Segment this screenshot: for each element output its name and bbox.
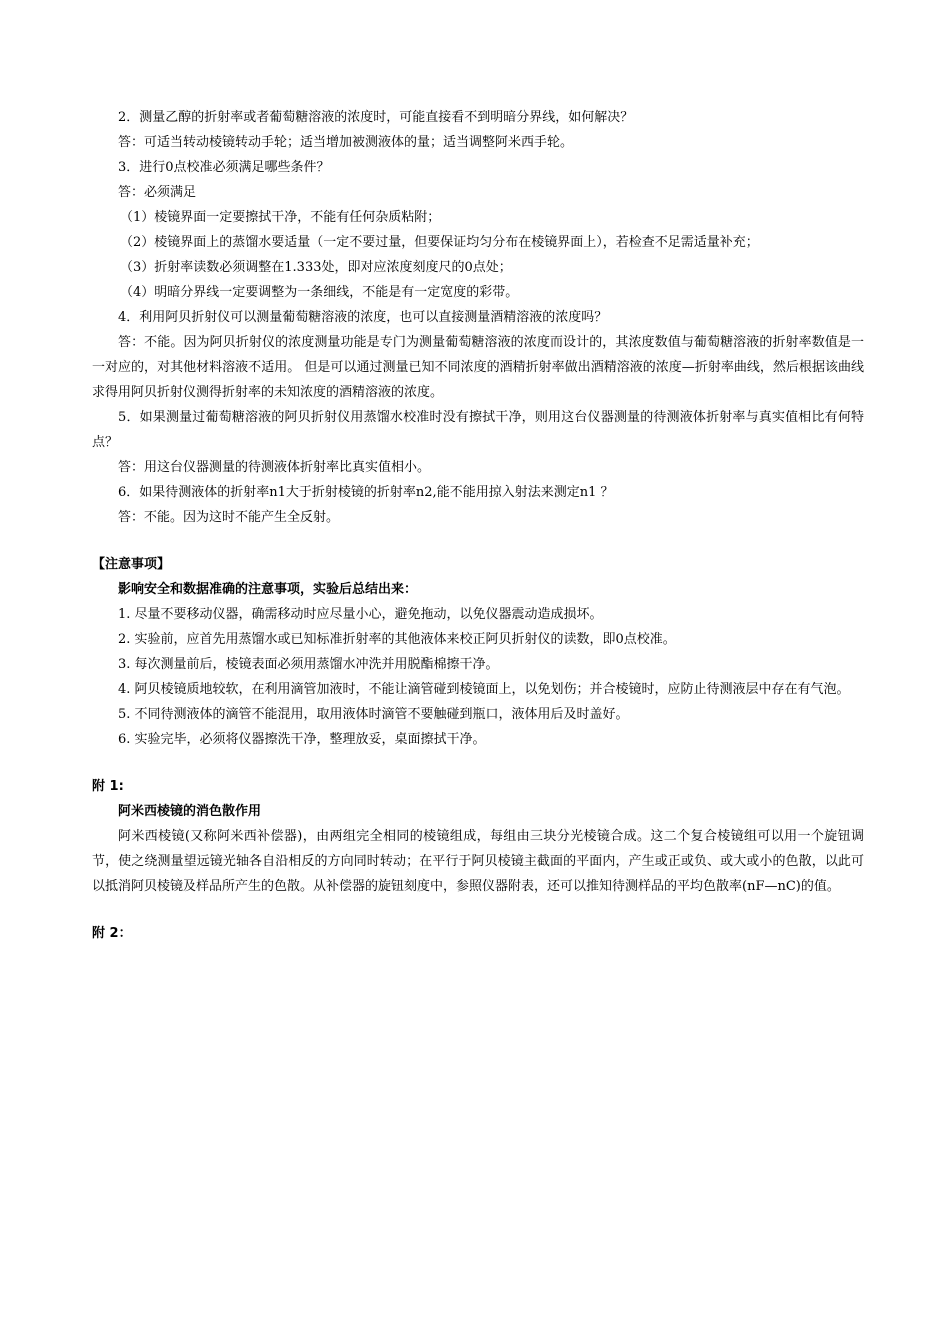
question-3: 3．进行0点校准必须满足哪些条件？ [118, 160, 330, 175]
question-2: 2．测量乙醇的折射率或者葡萄糖溶液的浓度时，可能直接看不到明暗分界线，如何解决？ [118, 110, 634, 125]
appendix-1-label: 附 1: [92, 779, 124, 794]
notes-item: 2. 实验前，应首先用蒸馏水或已知标准折射率的其他液体来校正阿贝折射仪的读数，即0点校准。 [118, 632, 676, 647]
answer-3: 答：必须满足 [118, 185, 197, 200]
answer-3-item: （4）明暗分界线一定要调整为一条细线，不能是有一定宽度的彩带。 [120, 285, 519, 300]
spacer [92, 899, 864, 921]
answer-3-item: （1）棱镜界面一定要擦拭干净，不能有任何杂质粘附； [120, 210, 441, 225]
document-page [92, 105, 864, 946]
answer-4: 答：不能。因为阿贝折射仪的浓度测量功能是专门为测量葡萄糖溶液的浓度而设计的，其浓度数值与葡萄糖溶液的折射率数值是一一对应的，对其他材料溶液不适用。 但是可以通过测量已知不同浓度的酒精折射率做出酒精溶液的浓度—折射率曲线，然后根据该曲线求得用阿贝折射仪测得折射率的未知浓度的酒精溶液的浓度。 [92, 335, 864, 400]
notes-subheading: 影响安全和数据准确的注意事项，实验后总结出来： [118, 582, 418, 597]
question-4: 4．利用阿贝折射仪可以测量葡萄糖溶液的浓度，也可以直接测量酒精溶液的浓度吗？ [118, 310, 608, 325]
question-5: 5．如果测量过葡萄糖溶液的阿贝折射仪用蒸馏水校准时没有擦拭干净，则用这台仪器测量的待测液体折射率与真实值相比有何特点？ [92, 410, 864, 450]
notes-item: 1. 尽量不要移动仪器，确需移动时应尽量小心，避免拖动，以免仪器震动造成损坏。 [118, 607, 603, 622]
appendix-1-body: 阿米西棱镜(又称阿米西补偿器)，由两组完全相同的棱镜组成，每组由三块分光棱镜合成。这二个复合棱镜组可以用一个旋钮调节，使之绕测量望远镜光轴各自沿相反的方向同时转动；在平行于阿贝棱镜主截面的平面内，产生或正或负、或大或小的色散，以此可以抵消阿贝棱镜及样品所产生的色散。从补偿器的旋钮刻度中，参照仪器附表，还可以推知待测样品的平均色散率(nF—nC)的值。 [92, 829, 864, 894]
notes-item: 5. 不同待测液体的滴管不能混用，取用液体时滴管不要触碰到瓶口，液体用后及时盖好。 [118, 707, 629, 722]
notes-item: 6. 实验完毕，必须将仪器擦洗干净，整理放妥，桌面擦拭干净。 [118, 732, 486, 747]
answer-2: 答：可适当转动棱镜转动手轮；适当增加被测液体的量；适当调整阿米西手轮。 [118, 135, 574, 150]
answer-6: 答：不能。因为这时不能产生全反射。 [118, 510, 340, 525]
answer-3-item: （2）棱镜界面上的蒸馏水要适量（一定不要过量，但要保证均匀分布在棱镜界面上），若检查不足需适量补充； [120, 235, 759, 250]
notes-item: 3. 每次测量前后，棱镜表面必须用蒸馏水冲洗并用脱酯棉擦干净。 [118, 657, 499, 672]
appendix-1-title: 阿米西棱镜的消色散作用 [118, 804, 262, 819]
spacer [92, 752, 864, 774]
answer-3-item: （3）折射率读数必须调整在1.333处，即对应浓度刻度尺的0点处； [120, 260, 512, 275]
appendix-2-label: 附 2： [92, 926, 132, 941]
notes-item: 4. 阿贝棱镜质地较软，在利用滴管加液时，不能让滴管碰到棱镜面上，以免划伤；并合棱镜时，应防止待测液层中存在有气泡。 [118, 682, 850, 697]
answer-5: 答：用这台仪器测量的待测液体折射率比真实值相小。 [118, 460, 431, 475]
notes-heading: 【注意事项】 [92, 557, 171, 572]
question-6: 6．如果待测液体的折射率n1大于折射棱镜的折射率n2,能不能用掠入射法来测定n1 ？ [118, 485, 614, 500]
spacer [92, 530, 864, 552]
